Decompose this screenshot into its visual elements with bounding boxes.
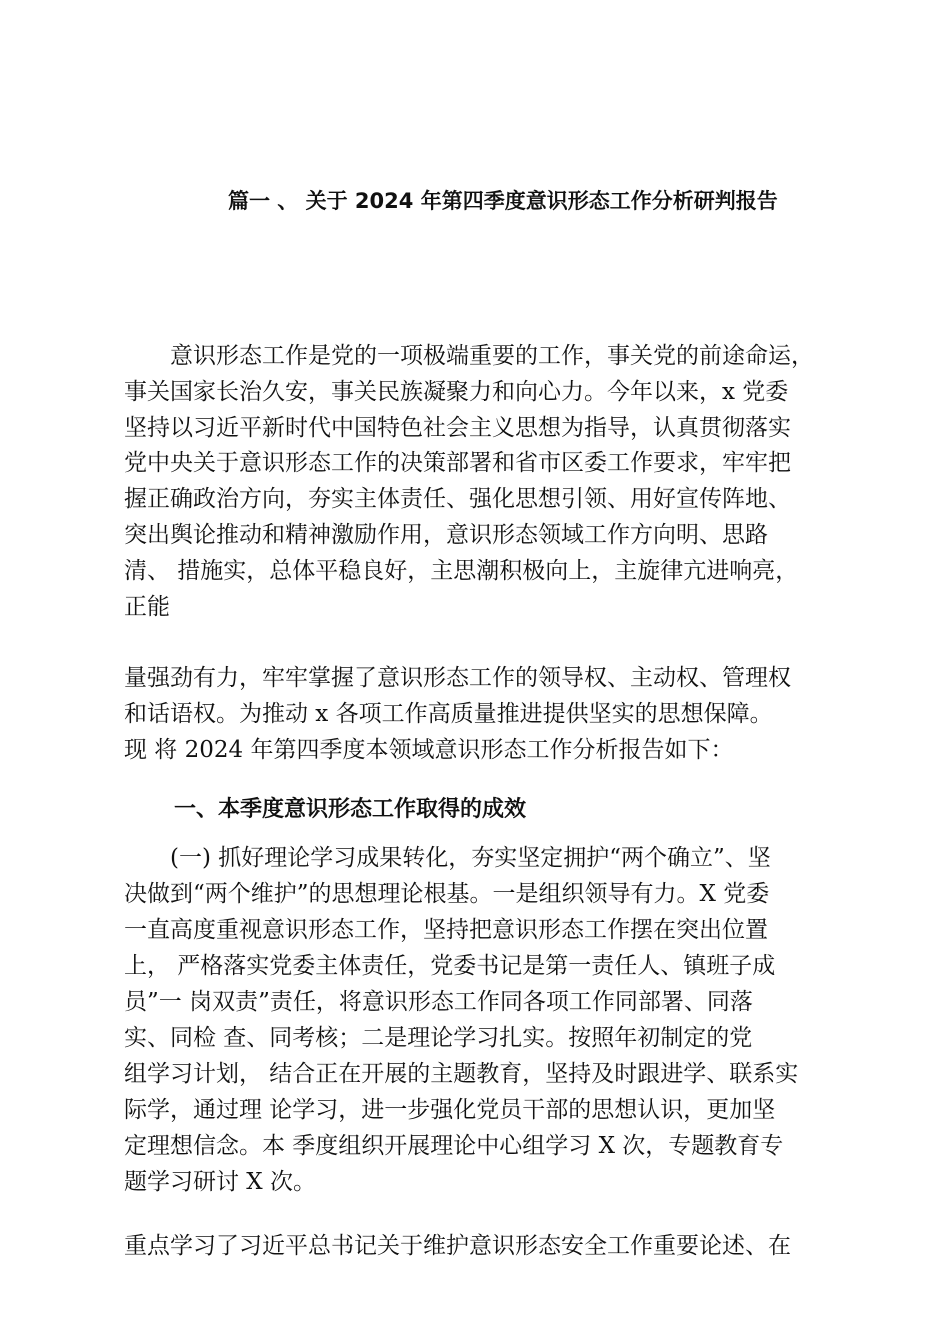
text-line: 上， 严格落实党委主体责任，党委书记是第一责任人、镇班子成 xyxy=(124,953,776,979)
text-line: 突出舆论推动和精神激励作用，意识形态领域工作方向明、思路 xyxy=(124,522,768,548)
text-line: 正能 xyxy=(124,594,170,620)
text-line: 员”一 岗双责”责任，将意识形态工作同各项工作同部署、同落 xyxy=(124,989,753,1015)
text-line: 际学，通过理 论学习，进一步强化党员干部的思想认识，更加坚 xyxy=(124,1097,776,1123)
text-line: 和话语权。为推动 x 各项工作高质量推进提供坚实的思想保障。 xyxy=(124,701,773,727)
text-line: 实、同检 查、同考核；二是理论学习扎实。按照年初制定的党 xyxy=(124,1025,753,1051)
text-line: 事关国家长治久安，事关民族凝聚力和向心力。今年以来，x 党委 xyxy=(124,379,789,405)
text-line: 党中央关于意识形态工作的决策部署和省市区委工作要求，牢牢把 xyxy=(124,450,791,476)
text-line: 现 将 2024 年第四季度本领域意识形态工作分析报告如下： xyxy=(124,737,734,763)
text-line: 决做到“两个维护”的思想理论根基。一是组织领导有力。X 党委 xyxy=(124,881,770,907)
text-line: 题学习研讨 X 次。 xyxy=(124,1169,316,1195)
text-line: 重点学习了习近平总书记关于维护意识形态安全工作重要论述、在 xyxy=(124,1233,791,1259)
text-line: 组学习计划， 结合正在开展的主题教育，坚持及时跟进学、联系实 xyxy=(124,1061,799,1087)
text-line: 坚持以习近平新时代中国特色社会主义思想为指导，认真贯彻落实 xyxy=(124,415,791,441)
text-line: 量强劲有力，牢牢掌握了意识形态工作的领导权、主动权、管理权 xyxy=(124,665,791,691)
text-line: (一) 抓好理论学习成果转化，夯实坚定拥护“两个确立”、坚 xyxy=(124,845,771,871)
text-line: 一直高度重视意识形态工作，坚持把意识形态工作摆在突出位置 xyxy=(124,917,768,943)
text-line: 定理想信念。本 季度组织开展理论中心组学习 X 次，专题教育专 xyxy=(124,1133,784,1159)
text-line: 清、 措施实，总体平稳良好，主思潮积极向上，主旋律亢进响亮， xyxy=(124,558,799,584)
document-title: 篇一 、 关于 2024 年第四季度意识形态工作分析研判报告 xyxy=(228,189,778,213)
text-line: 握正确政治方向，夯实主体责任、强化思想引领、用好宣传阵地、 xyxy=(124,486,791,512)
section-heading: 一、本季度意识形态工作取得的成效 xyxy=(174,797,527,822)
text-line: 意识形态工作是党的一项极端重要的工作，事关党的前途命运， xyxy=(124,343,814,369)
